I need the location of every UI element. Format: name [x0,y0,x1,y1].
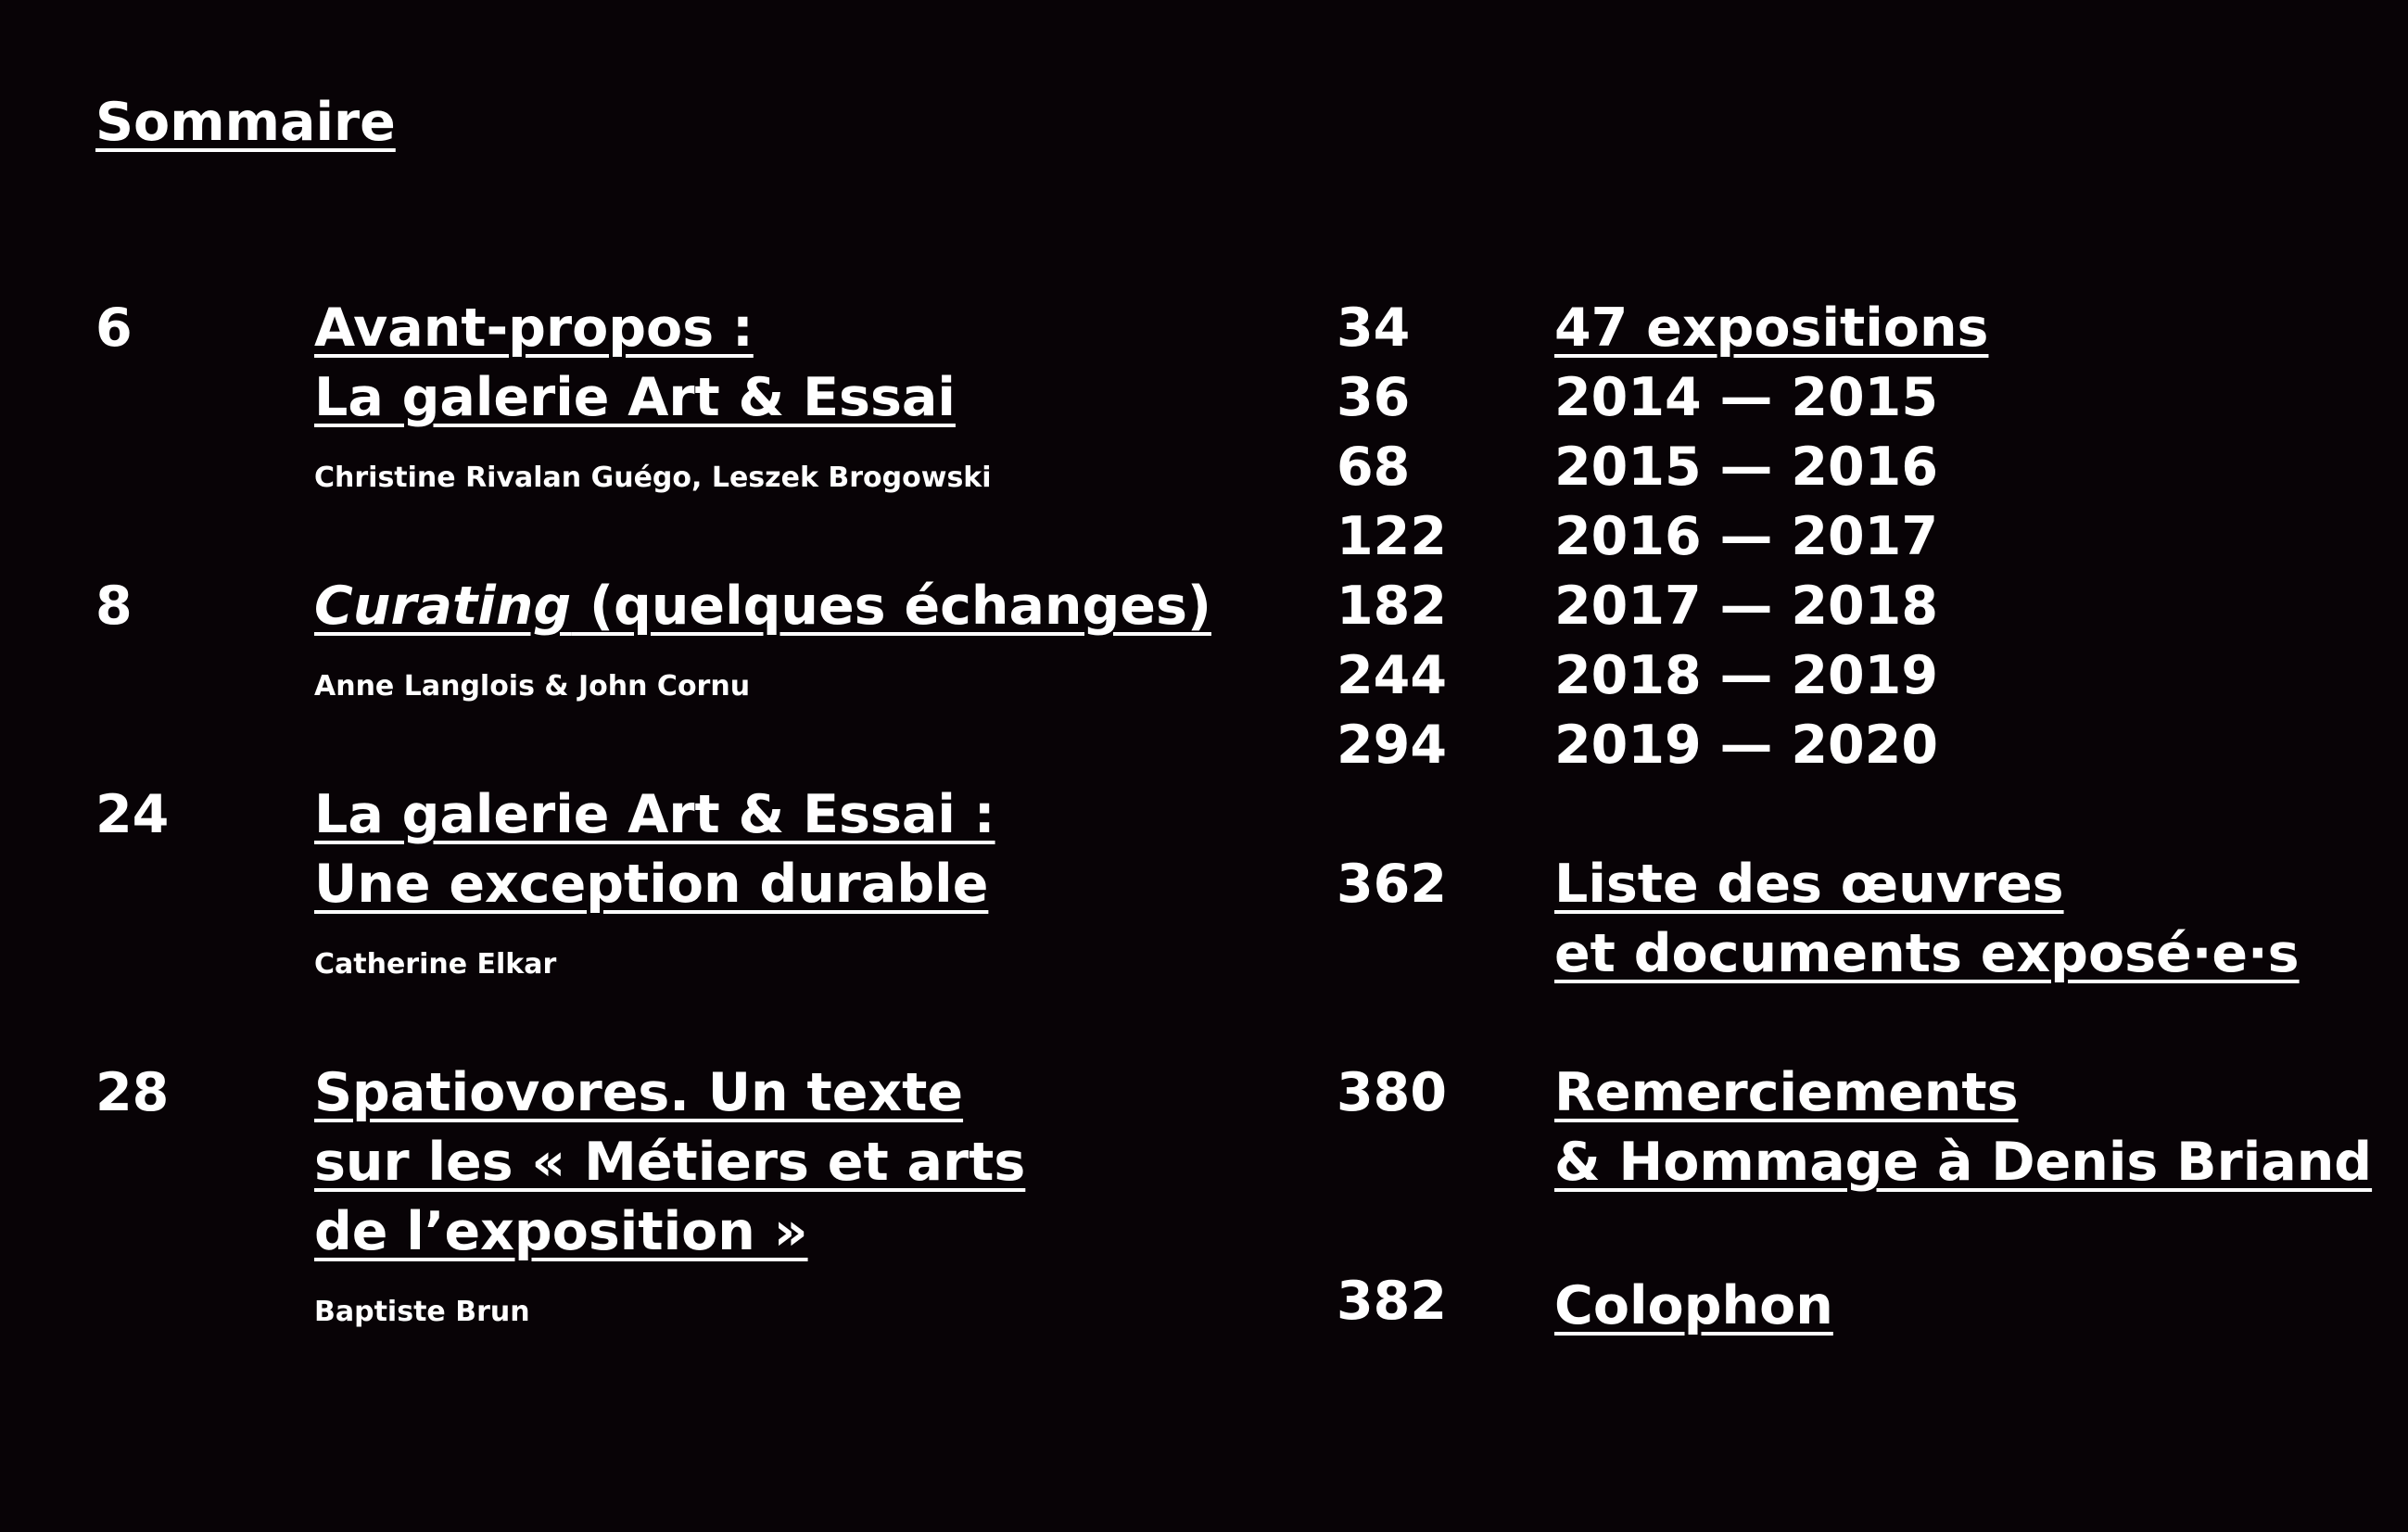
title-line[interactable]: Liste des œuvres [1554,854,2064,915]
entry-title[interactable] [1554,294,1988,363]
page-number: 380 [1337,1062,1447,1123]
year-label[interactable]: 2019 — 2020 [1554,715,1938,776]
entry-author: Catherine Elkar [314,948,557,981]
year-label[interactable]: 2016 — 2017 [1554,506,1938,567]
title-line[interactable]: La galerie Art & Essai : [314,784,995,845]
title-line[interactable]: Remerciements [1554,1062,2019,1123]
page-number: 68 [1337,437,1411,498]
entry-title[interactable] [314,780,995,919]
title-italic[interactable]: Curating [314,576,572,637]
title-line[interactable]: et documents exposé·e·s [1554,923,2300,984]
year-row[interactable] [1337,711,1447,780]
entry-title[interactable] [1554,1272,1833,1341]
page-number: 362 [1337,854,1447,915]
title-line[interactable]: La galerie Art & Essai [314,367,956,428]
year-row[interactable] [1337,641,1447,711]
page-number: 36 [1337,367,1411,428]
year-row[interactable] [1337,572,1447,641]
page-number: 28 [95,1062,170,1123]
page-number: 8 [95,576,133,637]
year-row[interactable] [1337,363,1410,433]
entry-author: Baptiste Brun [314,1296,530,1328]
entry-title[interactable] [314,572,1211,641]
year-label[interactable]: 2014 — 2015 [1554,367,1938,428]
entry-title[interactable] [314,1058,1025,1267]
title-rest[interactable]: (quelques échanges) [571,576,1211,637]
title-line[interactable]: 47 expositions [1554,298,1989,359]
entry-title[interactable] [1554,1058,2372,1197]
title-line[interactable]: de l’exposition » [314,1201,808,1262]
page-number: 294 [1337,715,1447,776]
title-line[interactable]: Spatiovores. Un texte [314,1062,964,1123]
page-number: 6 [95,298,133,359]
page-number: 182 [1337,576,1447,637]
page-number: 34 [1337,298,1411,359]
title-line[interactable]: Avant-propos : [314,298,754,359]
year-row[interactable] [1337,433,1410,502]
page-title: Sommaire [95,92,396,153]
year-label[interactable]: 2018 — 2019 [1554,645,1938,706]
year-label[interactable]: 2015 — 2016 [1554,437,1938,498]
entry-title[interactable] [1554,850,2300,989]
title-line[interactable]: & Hommage à Denis Briand [1554,1132,2373,1193]
page-number: 24 [95,784,170,845]
title-line[interactable]: Une exception durable [314,854,989,915]
entry-title[interactable] [314,294,956,433]
entry-author: Christine Rivalan Guégo, Leszek Brogowski [314,462,992,494]
year-row[interactable] [1337,502,1447,572]
page-number: 244 [1337,645,1447,706]
year-label[interactable]: 2017 — 2018 [1554,576,1938,637]
entry-author: Anne Langlois & John Cornu [314,670,751,703]
title-line[interactable]: sur les « Métiers et arts [314,1132,1026,1193]
page-number: 382 [1337,1271,1447,1332]
title-line[interactable]: Colophon [1554,1275,1833,1336]
page-number: 122 [1337,506,1447,567]
